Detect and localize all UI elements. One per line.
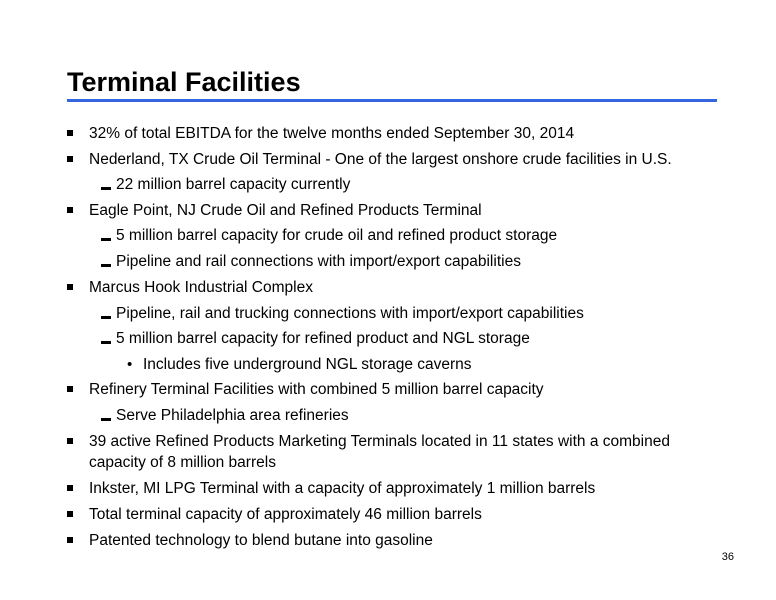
title-underline [67, 99, 717, 102]
square-bullet-icon [67, 284, 73, 290]
bullet-text: Total terminal capacity of approximately 46 million barrels [89, 506, 482, 523]
bullet-text: 5 million barrel capacity for crude oil and refined product storage [116, 227, 558, 244]
square-bullet-icon [67, 386, 73, 392]
bullet-text: 32% of total EBITDA for the twelve months ended September 30, 2014 [89, 125, 575, 142]
bullet-text: Serve Philadelphia area refineries [116, 407, 349, 424]
bullet-item [89, 278, 313, 297]
bullet-text: Eagle Point, NJ Crude Oil and Refined Products Terminal [89, 202, 482, 219]
bullet-text: Inkster, MI LPG Terminal with a capacity of approximately 1 million barrels [89, 480, 596, 497]
sub-bullet-item [116, 175, 350, 194]
bullet-item [89, 432, 670, 451]
bullet-text: 22 million barrel capacity currently [116, 176, 351, 193]
bullet-text: Includes five underground NGL storage caverns [143, 356, 472, 373]
sub-bullet-item [116, 226, 557, 245]
bullet-text: Pipeline and rail connections with import/export capabilities [116, 253, 521, 270]
bullet-item [89, 505, 482, 524]
bullet-text: Marcus Hook Industrial Complex [89, 279, 313, 296]
sub-bullet-item [116, 329, 530, 348]
sub-bullet-item [116, 406, 349, 425]
bullet-text: Nederland, TX Crude Oil Terminal - One of the largest onshore crude facilities in U.S. [89, 151, 672, 168]
bullet-text: Pipeline, rail and trucking connections with import/export capabilities [116, 305, 584, 322]
dash-bullet-icon [101, 264, 111, 267]
dash-bullet-icon [101, 238, 111, 241]
bullet-item [89, 201, 482, 220]
dash-bullet-icon [101, 418, 111, 421]
bullet-item [89, 380, 544, 399]
dash-bullet-icon [101, 341, 111, 344]
sub-bullet-item [116, 252, 521, 271]
square-bullet-icon [67, 511, 73, 517]
bullet-item [89, 531, 433, 550]
dot-bullet-icon: • [127, 356, 133, 373]
sub-bullet-item [116, 304, 584, 323]
square-bullet-icon [67, 130, 73, 136]
dash-bullet-icon [101, 187, 111, 190]
sub-sub-bullet-item [127, 355, 472, 374]
slide-title: Terminal Facilities [67, 67, 301, 97]
page-number: 36 [721, 551, 734, 563]
bullet-item [89, 150, 672, 169]
square-bullet-icon [67, 438, 73, 444]
square-bullet-icon [67, 537, 73, 543]
bullet-continuation [89, 453, 276, 472]
square-bullet-icon [67, 156, 73, 162]
bullet-text: Refinery Terminal Facilities with combined 5 million barrel capacity [89, 381, 544, 398]
bullet-text: capacity of 8 million barrels [89, 454, 276, 471]
bullet-item [89, 124, 574, 143]
bullet-text: Patented technology to blend butane into gasoline [89, 532, 433, 549]
bullet-text: 5 million barrel capacity for refined product and NGL storage [116, 330, 530, 347]
bullet-item [89, 479, 595, 498]
dash-bullet-icon [101, 316, 111, 319]
square-bullet-icon [67, 485, 73, 491]
bullet-text: 39 active Refined Products Marketing Terminals located in 11 states with a combined [89, 433, 670, 450]
square-bullet-icon [67, 207, 73, 213]
